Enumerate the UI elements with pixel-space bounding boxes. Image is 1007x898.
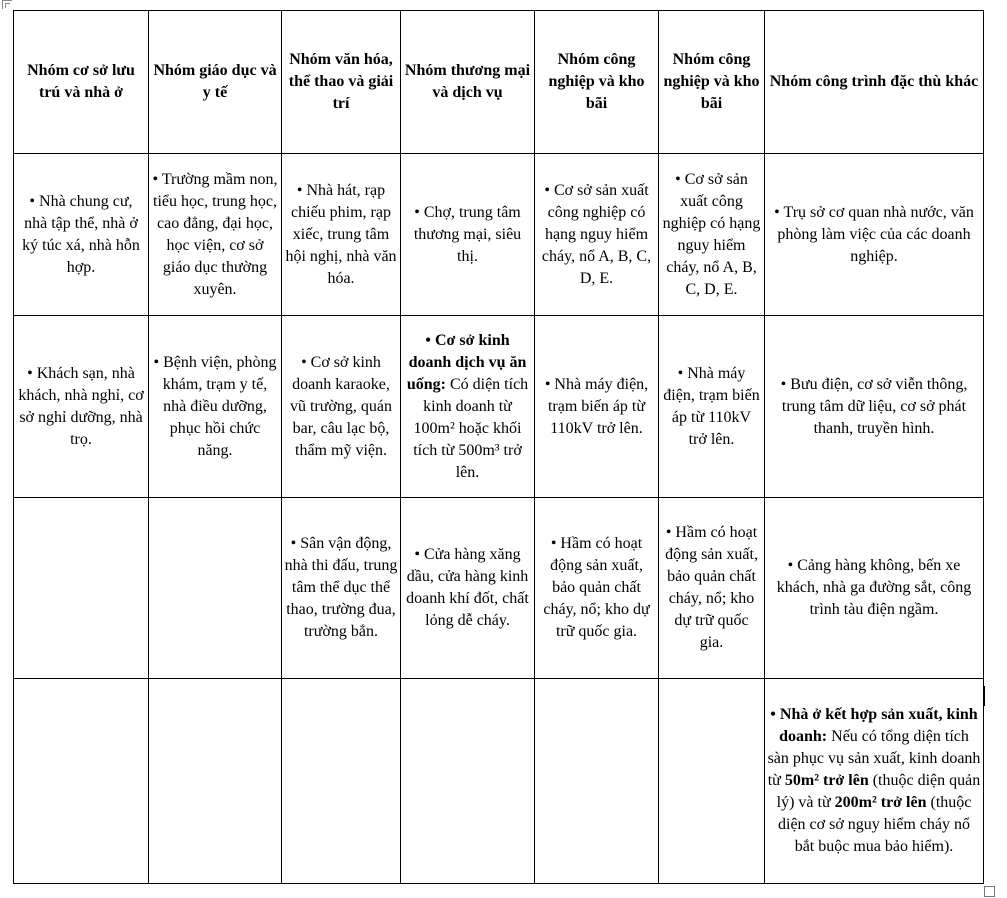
header-cell[interactable]: Nhóm cơ sở lưu trú và nhà ở xyxy=(14,11,149,154)
table-row xyxy=(14,316,984,498)
mixed-use-text: (thuộc diện quản lý) và từ xyxy=(776,772,981,811)
header-cell[interactable]: Nhóm giáo dục và y tế xyxy=(149,11,282,154)
header-cell[interactable]: Nhóm công nghiệp và kho bãi xyxy=(659,11,765,154)
table-cell[interactable] xyxy=(401,679,535,884)
table-cell[interactable]: • Trụ sở cơ quan nhà nước, văn phòng làm việc của các doanh nghiệp. xyxy=(765,154,984,316)
table-row xyxy=(14,498,984,679)
table-cell[interactable] xyxy=(282,679,401,884)
header-cell[interactable]: Nhóm công nghiệp và kho bãi xyxy=(535,11,659,154)
header-cell[interactable]: Nhóm văn hóa, thể thao và giải trí xyxy=(282,11,401,154)
table-cell[interactable]: • Hầm có hoạt động sản xuất, bảo quản chất cháy, nổ; kho dự trữ quốc gia. xyxy=(659,498,765,679)
table-cell[interactable]: • Nhà hát, rạp chiếu phim, rạp xiếc, trung tâm hội nghị, nhà văn hóa. xyxy=(282,154,401,316)
table-cell[interactable]: • Nhà chung cư, nhà tập thể, nhà ở ký túc xá, nhà hỗn hợp. xyxy=(14,154,149,316)
table-cell[interactable] xyxy=(14,679,149,884)
table-cell[interactable]: • Chợ, trung tâm thương mại, siêu thị. xyxy=(401,154,535,316)
table-cell[interactable]: • Cơ sở sản xuất công nghiệp có hạng nguy hiểm cháy, nổ A, B, C, D, E. xyxy=(659,154,765,316)
header-cell[interactable]: Nhóm công trình đặc thù khác xyxy=(765,11,984,154)
table-cell[interactable]: • Sân vận động, nhà thi đấu, trung tâm thể dục thể thao, trường đua, trường bắn. xyxy=(282,498,401,679)
mixed-use-text: (thuộc diện cơ sở nguy hiểm cháy nổ bắt buộc mua bảo hiểm). xyxy=(778,794,972,855)
table-cell[interactable]: • Nhà máy điện, trạm biến áp từ 110kV trở lên. xyxy=(535,316,659,498)
mixed-use-title: • Nhà ở kết hợp sản xuất, kinh doanh: xyxy=(770,706,978,745)
table-cell[interactable]: • Khách sạn, nhà khách, nhà nghỉ, cơ sở nghỉ dưỡng, nhà trọ. xyxy=(14,316,149,498)
table-cell[interactable]: • Hầm có hoạt động sản xuất, bảo quản chất cháy, nổ; kho dự trữ quốc gia. xyxy=(535,498,659,679)
mixed-use-cell[interactable] xyxy=(765,679,984,884)
table-cell[interactable]: • Cửa hàng xăng dầu, cửa hàng kinh doanh khí đốt, chất lỏng dễ cháy. xyxy=(401,498,535,679)
table-cell[interactable]: • Nhà máy điện, trạm biến áp từ 110kV trở lên. xyxy=(659,316,765,498)
table-cell[interactable]: • Cơ sở sản xuất công nghiệp có hạng nguy hiểm cháy, nổ A, B, C, D, E. xyxy=(535,154,659,316)
table-row xyxy=(14,154,984,316)
table-header-row xyxy=(14,11,984,154)
mixed-use-threshold-1: 50m² trở lên xyxy=(784,772,869,789)
table-cell[interactable]: • Bệnh viện, phòng khám, trạm y tế, nhà điều dưỡng, phục hồi chức năng. xyxy=(149,316,282,498)
table-resize-handle[interactable] xyxy=(984,886,995,897)
table-cell[interactable] xyxy=(535,679,659,884)
table-cell[interactable]: • Bưu điện, cơ sở viễn thông, trung tâm dữ liệu, cơ sở phát thanh, truyền hình. xyxy=(765,316,984,498)
food-service-cell[interactable] xyxy=(401,316,535,498)
header-cell[interactable]: Nhóm thương mại và dịch vụ xyxy=(401,11,535,154)
food-service-text: Có diện tích kinh doanh từ 100m² hoặc khối tích từ 500m³ trở lên. xyxy=(413,375,529,481)
table-cell[interactable] xyxy=(149,498,282,679)
table-cell[interactable]: • Cảng hàng không, bến xe khách, nhà ga đường sắt, công trình tàu điện ngầm. xyxy=(765,498,984,679)
insurance-category-table xyxy=(13,10,983,884)
food-service-title: • Cơ sở kinh doanh dịch vụ ăn uống: xyxy=(406,331,527,393)
table-cell[interactable]: • Cơ sở kinh doanh karaoke, vũ trường, quán bar, câu lạc bộ, thẩm mỹ viện. xyxy=(282,316,401,498)
mixed-use-text: Nếu có tổng diện tích sàn phục vụ sản xuất, kinh doanh từ xyxy=(767,728,981,789)
table-row xyxy=(14,679,984,884)
table-cell[interactable]: • Trường mầm non, tiểu học, trung học, cao đẳng, đại học, học viện, cơ sở giáo dục thường xuyên. xyxy=(149,154,282,316)
mixed-use-threshold-2: 200m² trở lên xyxy=(834,794,927,811)
table-cell[interactable] xyxy=(149,679,282,884)
text-cursor xyxy=(983,686,985,706)
table-cell[interactable] xyxy=(14,498,149,679)
table-cell[interactable] xyxy=(659,679,765,884)
table-move-handle[interactable] xyxy=(2,0,12,9)
